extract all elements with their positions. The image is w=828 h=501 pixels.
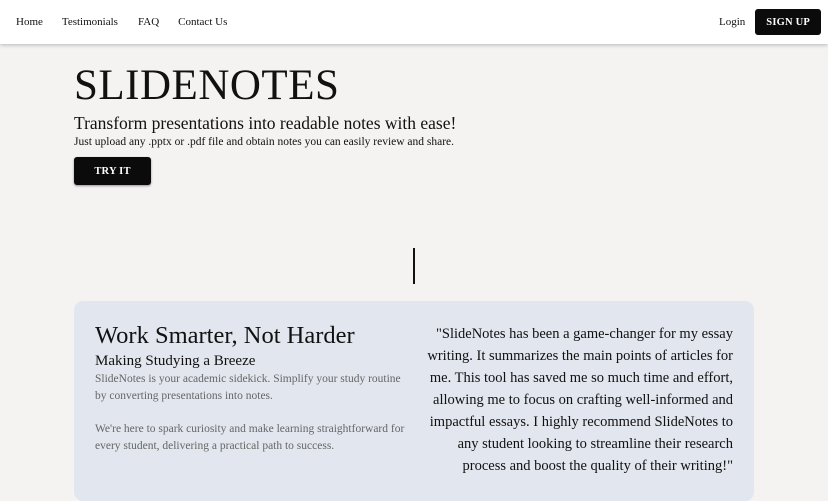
nav-link-contact-us[interactable]: Contact Us xyxy=(178,16,228,28)
testimonial-quote: "SlideNotes has been a game-changer for my essay writing. It summarizes the main points of articles for me. This tool has saved me so much time and effort, allowing me to focus on crafting well-informed and impactful essays. I highly recommend SlideNotes to any student looking to streamline their research process and boost the quality of their writing!" xyxy=(427,326,733,474)
nav-auth xyxy=(719,9,821,35)
hero-description: Just upload any .pptx or .pdf file and obtain notes you can easily review and share. xyxy=(74,136,455,148)
hero-title: SLIDENOTES xyxy=(74,62,340,109)
feature-card-title: Work Smarter, Not Harder xyxy=(95,322,355,349)
hero-subtitle: Transform presentations into readable notes with ease! xyxy=(74,113,457,133)
feature-card-paragraph: We're here to spark curiosity and make learning straightforward for every student, delivering a practical path to success. xyxy=(95,423,405,452)
top-navbar xyxy=(0,0,828,44)
feature-card-intro xyxy=(95,321,407,454)
feature-card xyxy=(74,301,754,501)
nav-links xyxy=(16,15,246,29)
try-it-button[interactable]: TRY IT xyxy=(74,157,151,185)
text-cursor-divider xyxy=(413,248,415,284)
nav-link-faq[interactable]: FAQ xyxy=(137,16,160,28)
nav-link-testimonials[interactable]: Testimonials xyxy=(61,16,118,28)
login-link[interactable]: Login xyxy=(719,16,746,28)
hero-section xyxy=(74,60,594,185)
feature-card-subtitle: Making Studying a Breeze xyxy=(95,353,256,369)
nav-link-home[interactable]: Home xyxy=(16,16,43,28)
feature-card-paragraph: SlideNotes is your academic sidekick. Simplify your study routine by converting presentations into notes. xyxy=(95,373,401,402)
signup-button[interactable]: SIGN UP xyxy=(755,9,821,35)
